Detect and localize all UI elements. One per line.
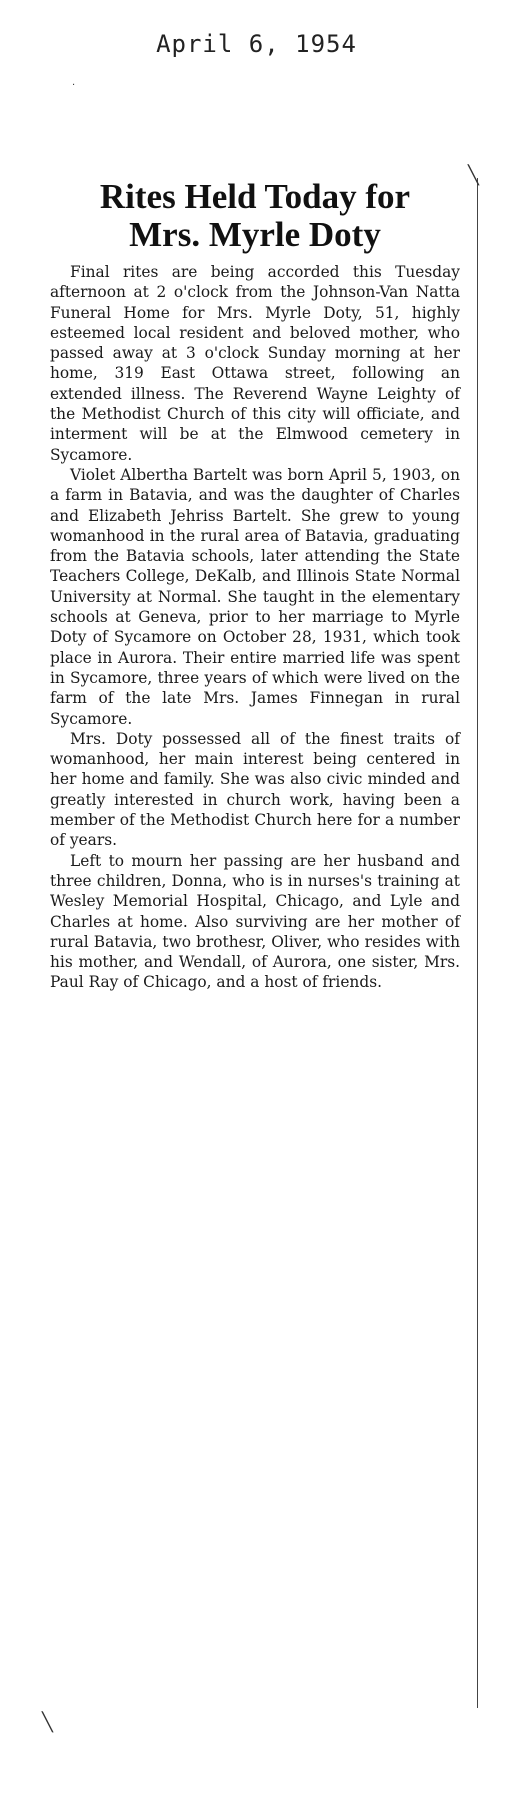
stray-mark: · xyxy=(72,80,76,91)
article-body xyxy=(50,262,460,993)
paragraph-biography: Violet Albertha Bartelt was born April 5, 1903, on a farm in Batavia, and was the daughter of Charles and Elizabeth Jehriss Bartelt. She grew to young womanhood in the rural area of Batavia, graduating from the Batavia schools, later attending the State Teachers College, DeKalb, and Illinois State Normal University at Normal. She taught in the elementary schools at Geneva, prior to her marriage to Myrle Doty of Sycamore on October 28, 1931, which took place in Aurora. Their entire married life was spent in Sycamore, three years of which were lived on the farm of the late Mrs. James Finnegan in rural Sycamore. xyxy=(50,465,460,728)
paragraph-character: Mrs. Doty possessed all of the finest traits of womanhood, her main interest being centered in her home and family. She was also civic minded and greatly interested in church work, having been a member of the Methodist Church here for a number of years. xyxy=(50,729,460,850)
clipping-date: April 6, 1954 xyxy=(156,30,357,58)
headline-line-1: Rites Held Today for xyxy=(99,177,411,216)
paragraph-survivors: Left to mourn her passing are her husband and three children, Donna, who is in nurses's training at Wesley Memorial Hospital, Chicago, and Lyle and Charles at home. Also surviving are her mother of rural Batavia, two brothesr, Oliver, who resides with his mother, and Wendall, of Aurora, one sister, Mrs. Paul Ray of Chicago, and a host of friends. xyxy=(50,851,460,992)
clipping-corner-mark: ╲ xyxy=(42,1712,53,1733)
paragraph-services: Final rites are being accorded this Tuesday afternoon at 2 o'clock from the Johnson-Van Natta Funeral Home for Mrs. Myrle Doty, 51, highly esteemed local resident and beloved mother, who passed away at 3 o'clock Sunday morning at her home, 319 East Ottawa street, following an extended illness. The Reverend Wayne Leighty of the Methodist Church of this city will officiate, and interment will be at the Elmwood cemetery in Sycamore. xyxy=(50,263,460,464)
column-rule xyxy=(477,178,479,1708)
headline-line-2: Mrs. Myrle Doty xyxy=(129,215,381,254)
article-headline xyxy=(50,178,460,254)
clipping-corner-mark: ╲ xyxy=(468,165,479,186)
newspaper-clipping xyxy=(50,178,460,1708)
